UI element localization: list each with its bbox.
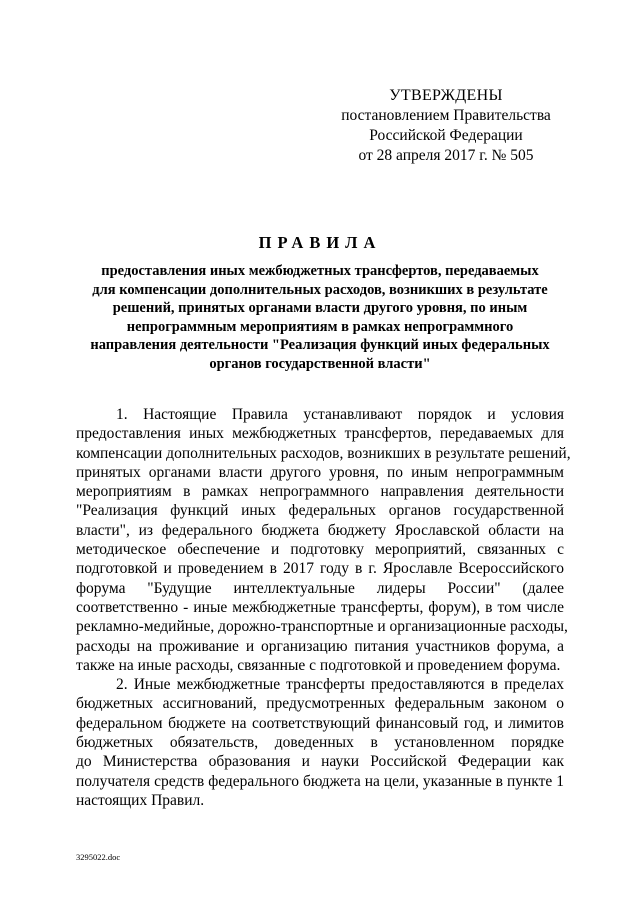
document-title: ПРАВИЛА	[258, 233, 382, 252]
text-line: власти", из федерального бюджета бюджету Ярославской области на	[76, 521, 564, 539]
text-line: мероприятиям в рамках непрограммного направления деятельности	[76, 483, 564, 501]
subtitle-line: направления деятельности "Реализация функций иных федеральных	[90, 337, 550, 353]
text-line: федеральном бюджете на соответствующий финансовый год, и лимитов	[76, 714, 564, 732]
text-line: форума "Будущие интеллектуальные лидеры России" (далее	[76, 579, 564, 597]
document-body	[76, 405, 571, 810]
subtitle-line: для компенсации дополнительных расходов, возникших в результате	[92, 281, 548, 298]
text-line: настоящих Правил.	[76, 791, 205, 809]
approval-heading: УТВЕРЖДЕНЫ	[389, 87, 503, 104]
text-line: принятых органами власти другого уровня, по иным непрограммным	[76, 463, 564, 481]
text-line: предоставления иных межбюджетных трансфертов, передаваемых для	[76, 425, 564, 443]
text-line: бюджетных ассигнований, предусмотренных федеральным законом о	[76, 695, 564, 713]
text-line: методическое обеспечение и подготовку мероприятий, связанных с	[76, 541, 564, 559]
text-line: также на иные расходы, связанные с подготовкой и проведением форума.	[76, 656, 561, 674]
subtitle-line: непрограммным мероприятиям в рамках непрограммного	[126, 318, 514, 335]
subtitle-line: предоставления иных межбюджетных трансфертов, передаваемых	[101, 263, 539, 279]
paragraph-2	[76, 675, 564, 810]
approval-block	[330, 86, 562, 166]
text-line: рекламно-медийные, дорожно-транспортные и организационные расходы,	[76, 618, 568, 636]
text-line: компенсации дополнительных расходов, возникших в результате решений,	[76, 444, 571, 462]
subtitle-line: решений, принятых органами власти другого уровня, по иным	[112, 300, 528, 316]
document-subtitle	[76, 262, 564, 373]
file-name-footer: 3295022.doc	[76, 852, 121, 862]
text-line: получателя средств федерального бюджета на цели, указанные в пункте 1	[76, 772, 564, 790]
paragraph-1	[76, 405, 571, 675]
text-line: подготовкой и проведением в 2017 году в г. Ярославле Всероссийского	[76, 560, 564, 578]
text-line: до Министерства образования и науки Российской Федерации как	[76, 753, 564, 771]
text-line: бюджетных обязательств, доведенных в установленном порядке	[76, 734, 564, 752]
text-line: соответственно - иные межбюджетные трансферты, форум), в том числе	[76, 598, 564, 616]
approval-line-3: от 28 апреля 2017 г. № 505	[358, 147, 534, 164]
text-line: 2. Иные межбюджетные трансферты предоставляются в пределах	[116, 676, 564, 694]
text-line: 1. Настоящие Правила устанавливают порядок и условия	[116, 406, 564, 423]
approval-line-1: постановлением Правительства	[341, 107, 551, 124]
text-line: "Реализация функций иных федеральных органов государственной	[76, 502, 564, 520]
text-line: расходы на проживание и организацию питания участников форума, а	[76, 637, 564, 655]
subtitle-line: органов государственной власти"	[209, 355, 431, 372]
approval-line-2: Российской Федерации	[369, 127, 523, 144]
